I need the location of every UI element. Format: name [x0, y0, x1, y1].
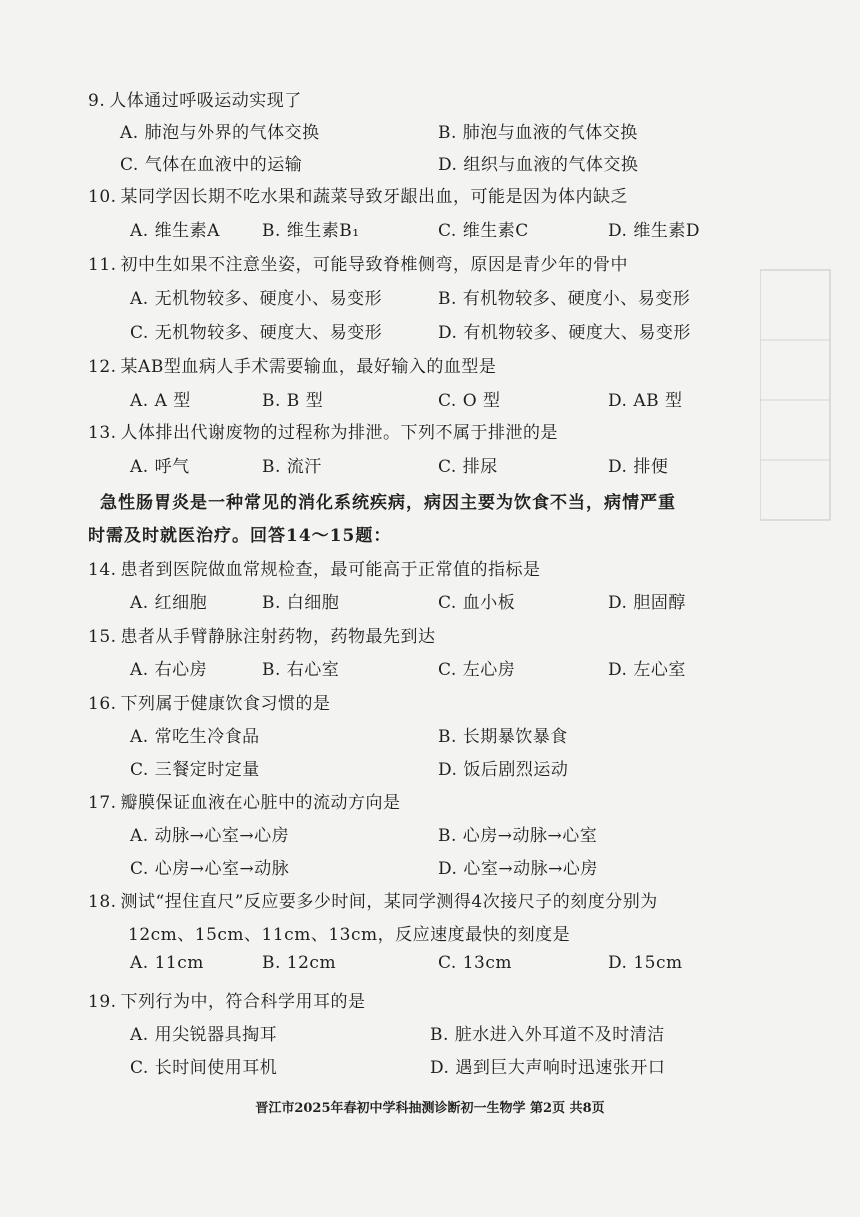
question-number: 11.	[88, 255, 117, 275]
option-a: A. 无机物较多、硬度小、易变形	[130, 289, 383, 309]
option-c: C. 无机物较多、硬度大、易变形	[130, 323, 383, 343]
option-b: B. B 型	[262, 391, 324, 411]
option-d: D. AB 型	[608, 391, 683, 411]
option-b: B. 右心室	[262, 660, 340, 680]
option-d: D. 饭后剧烈运动	[438, 760, 569, 780]
option-b: B. 维生素B₁	[262, 221, 360, 241]
question-12	[88, 352, 496, 377]
option-a: A. 动脉→心室→心房	[130, 826, 290, 846]
option-d: D. 维生素D	[608, 221, 700, 241]
question-15	[88, 622, 436, 647]
question-stem: 初中生如果不注意坐姿，可能导致脊椎侧弯，原因是青少年的骨中	[120, 255, 629, 275]
page-footer: 晋江市2025年春初中学科抽测诊断初一生物学 第2页 共8页	[255, 1101, 605, 1116]
option-b: B. 心房→动脉→心室	[438, 826, 598, 846]
question-number: 19.	[88, 992, 117, 1012]
question-stem: 患者到医院做血常规检查，最可能高于正常值的指标是	[120, 560, 541, 580]
option-c: C. 维生素C	[438, 221, 529, 241]
question-stem: 人体排出代谢废物的过程称为排泄。下列不属于排泄的是	[120, 423, 559, 443]
question-10	[88, 182, 628, 207]
question-11	[88, 250, 628, 275]
option-b: B. 脏水进入外耳道不及时清洁	[430, 1025, 665, 1045]
question-stem: 某同学因长期不吃水果和蔬菜导致牙龈出血，可能是因为体内缺乏	[120, 187, 629, 207]
question-stem: 某AB型血病人手术需要输血，最好输入的血型是	[120, 357, 497, 377]
option-b: B. 流汗	[262, 457, 322, 477]
option-d: D. 排便	[608, 457, 669, 477]
option-c: C. 13cm	[438, 953, 512, 973]
option-a: A. 常吃生冷食品	[130, 727, 260, 747]
option-d: D. 左心室	[608, 660, 686, 680]
question-number: 18.	[88, 892, 117, 912]
question-14	[88, 555, 541, 580]
option-c: C. 左心房	[438, 660, 516, 680]
question-9	[88, 86, 302, 111]
option-d: D. 有机物较多、硬度大、易变形	[438, 323, 691, 343]
bleed-through-shadow	[760, 80, 860, 720]
question-stem-continued: 12cm、15cm、11cm、13cm，反应速度最快的刻度是	[128, 925, 571, 945]
passage-line-1: 急性肠胃炎是一种常见的消化系统疾病，病因主要为饮食不当，病情严重	[100, 493, 676, 513]
question-stem: 下列属于健康饮食习惯的是	[120, 694, 331, 714]
option-b: B. 白细胞	[262, 593, 340, 613]
question-18	[88, 887, 658, 912]
question-stem: 瓣膜保证血液在心脏中的流动方向是	[120, 793, 401, 813]
option-a: A. 肺泡与外界的气体交换	[120, 123, 320, 143]
option-c: C. 气体在血液中的运输	[120, 155, 303, 175]
option-a: A. A 型	[130, 391, 191, 411]
question-17	[88, 788, 401, 813]
question-number: 13.	[88, 423, 117, 443]
question-number: 12.	[88, 357, 117, 377]
question-stem: 下列行为中，符合科学用耳的是	[120, 992, 366, 1012]
question-number: 15.	[88, 627, 117, 647]
question-number: 17.	[88, 793, 117, 813]
question-16	[88, 689, 331, 714]
option-b: B. 长期暴饮暴食	[438, 727, 568, 747]
question-13	[88, 418, 558, 443]
option-a: A. 呼气	[130, 457, 190, 477]
option-d: D. 心室→动脉→心房	[438, 859, 598, 879]
option-b: B. 12cm	[262, 953, 337, 973]
question-number: 10.	[88, 187, 117, 207]
option-b: B. 有机物较多、硬度小、易变形	[438, 289, 691, 309]
question-number: 16.	[88, 694, 117, 714]
option-c: C. 排尿	[438, 457, 498, 477]
option-c: C. 三餐定时定量	[130, 760, 260, 780]
question-stem: 患者从手臂静脉注射药物，药物最先到达	[120, 627, 436, 647]
option-c: C. 血小板	[438, 593, 516, 613]
option-d: D. 15cm	[608, 953, 683, 973]
option-a: A. 右心房	[130, 660, 208, 680]
option-d: D. 胆固醇	[608, 593, 686, 613]
option-a: A. 用尖锐器具掏耳	[130, 1025, 278, 1045]
option-d: D. 组织与血液的气体交换	[438, 155, 639, 175]
option-b: B. 肺泡与血液的气体交换	[438, 123, 638, 143]
question-number: 9.	[88, 91, 106, 111]
question-stem: 人体通过呼吸运动实现了	[109, 91, 302, 111]
question-stem: 测试“捏住直尺”反应要多少时间，某同学测得4次接尺子的刻度分别为	[120, 892, 658, 912]
option-c: C. 心房→心室→动脉	[130, 859, 290, 879]
option-c: C. 长时间使用耳机	[130, 1058, 278, 1078]
passage-line-2: 时需及时就医治疗。回答14～15题：	[88, 526, 392, 546]
option-a: A. 11cm	[130, 953, 204, 973]
option-a: A. 维生素A	[130, 221, 220, 241]
option-a: A. 红细胞	[130, 593, 208, 613]
option-d: D. 遇到巨大声响时迅速张开口	[430, 1058, 666, 1078]
question-19	[88, 987, 366, 1012]
option-c: C. O 型	[438, 391, 501, 411]
question-number: 14.	[88, 560, 117, 580]
